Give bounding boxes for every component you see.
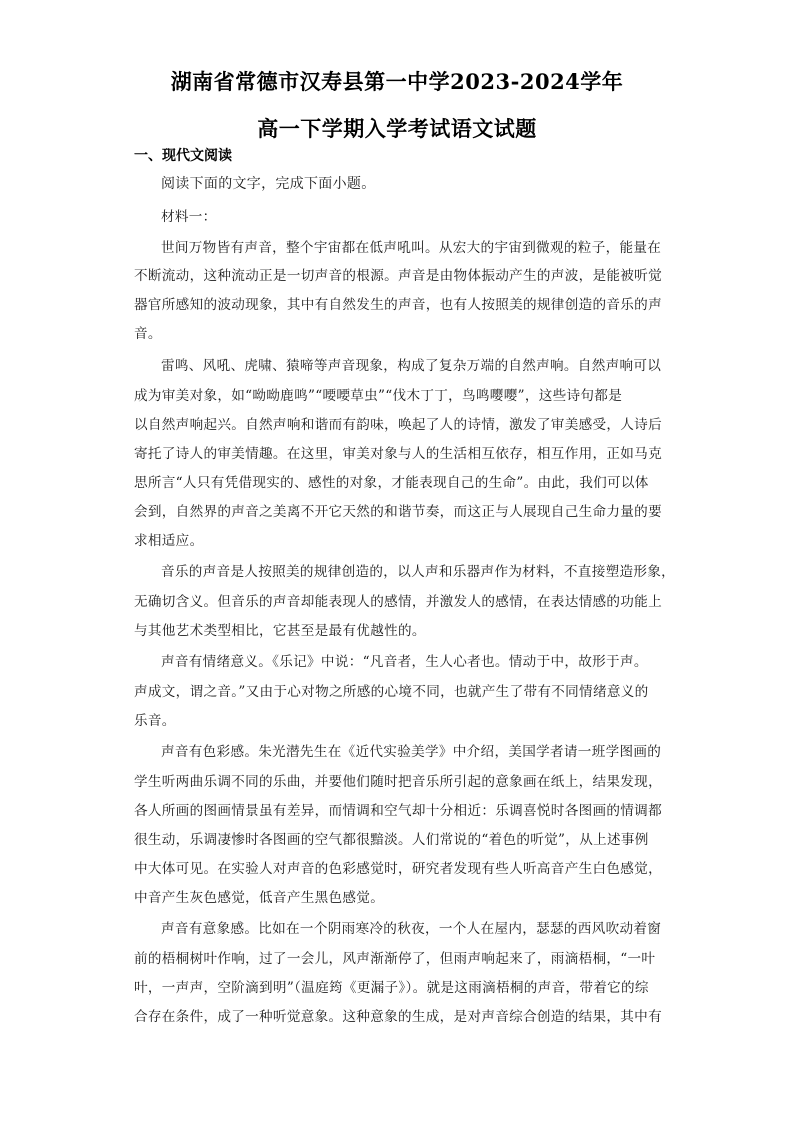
paragraph-line: 与其他艺术类型相比，它甚至是最有优越性的。 xyxy=(134,623,426,639)
paragraph-line: 器官所感知的波动现象，其中有自然发生的声音，也有人按照美的规律创造的音乐的声 xyxy=(134,297,662,313)
paragraph-line: 中音产生灰色感觉，低音产生黑色感觉。 xyxy=(134,890,385,906)
paragraph-line: 成为审美对象，如“呦呦鹿鸣”“喓喓草虫”“伐木丁丁，鸟鸣嘤嘤”，这些诗句都是 xyxy=(134,388,623,404)
paragraph-line: 思所言“人只有凭借现实的、感性的对象，才能表现自己的生命”。由此，我们可以体 xyxy=(134,475,649,491)
paragraph-line: 中大体可见。在实验人对声音的色彩感觉时，研究者发现有些人听高音产生白色感觉， xyxy=(134,861,662,877)
paragraph-line: 求相适应。 xyxy=(134,533,204,549)
paragraph-line: 雷鸣、风吼、虎啸、猿啼等声音现象，构成了复杂万端的自然声响。自然声响可以 xyxy=(161,358,662,374)
paragraph-line: 学生听两曲乐调不同的乐曲，并要他们随时把音乐所引起的意象画在纸上，结果发现， xyxy=(134,774,662,790)
paragraph-line: 声音有色彩感。朱光潜先生在《近代实验美学》中介绍，美国学者请一班学图画的 xyxy=(161,744,662,760)
paragraph-line: 声音有意象感。比如在一个阴雨寒冷的秋夜，一个人在屋内，瑟瑟的西风吹动着窗 xyxy=(161,921,662,937)
paragraph-line: 不断流动，这种流动正是一切声音的根源。声音是由物体振动产生的声波，是能被听觉 xyxy=(134,268,662,284)
document-title-line-1: 湖南省常德市汉寿县第一中学2023-2024学年 xyxy=(170,69,624,94)
paragraph-line: 声成文，谓之音。”又由于心对物之所感的心境不同，也就产生了带有不同情绪意义的 xyxy=(134,684,649,700)
paragraph-line: 各人所画的图画情景虽有差异，而情调和空气却十分相近：乐调喜悦时各图画的情调都 xyxy=(134,803,662,819)
paragraph-line: 音。 xyxy=(134,326,162,342)
paragraph-line: 材料一： xyxy=(161,209,217,225)
paragraph-line: 叶，一声声，空阶滴到明”（温庭筠《更漏子》）。就是这雨滴梧桐的声音，带着它的综 xyxy=(134,980,649,996)
paragraph-line: 无确切含义。但音乐的声音却能表现人的感情，并激发人的感情，在表达情感的功能上 xyxy=(134,594,662,610)
paragraph-line: 寄托了诗人的审美情趣。在这里，审美对象与人的生活相互依存，相互作用，正如马克 xyxy=(134,446,662,462)
section-heading: 一、现代文阅读 xyxy=(134,148,232,164)
paragraph-line: 很生动，乐调凄惨时各图画的空气都很黯淡。人们常说的“着色的听觉”，从上述事例 xyxy=(134,832,649,848)
paragraph-line: 会到，自然界的声音之美离不开它天然的和谐节奏，而这正与人展现自己生命力量的要 xyxy=(134,504,662,520)
paragraph-line: 世间万物皆有声音，整个宇宙都在低声吼叫。从宏大的宇宙到微观的粒子，能量在 xyxy=(161,240,662,256)
paragraph-line: 以自然声响起兴。自然声响和谐而有韵味，唤起了人的诗情，激发了审美感受，人诗后 xyxy=(134,417,662,433)
paragraph-line: 前的梧桐树叶作响，过了一会儿，风声渐渐停了，但雨声响起来了，雨滴梧桐，“一叶 xyxy=(134,951,656,967)
paragraph-line: 声音有情绪意义。《乐记》中说：“凡音者，生人心者也。情动于中，故形于声。 xyxy=(161,654,648,670)
document-title-line-2: 高一下学期入学考试语文试题 xyxy=(257,116,537,141)
paragraph-line: 音乐的声音是人按照美的规律创造的，以人声和乐器声作为材料，不直接塑造形象， xyxy=(161,564,676,580)
paragraph-line: 乐音。 xyxy=(134,713,176,729)
paragraph-line: 阅读下面的文字，完成下面小题。 xyxy=(161,176,376,192)
paragraph-line: 合存在条件，成了一种听觉意象。这种意象的生成，是对声音综合创造的结果，其中有 xyxy=(134,1009,662,1025)
